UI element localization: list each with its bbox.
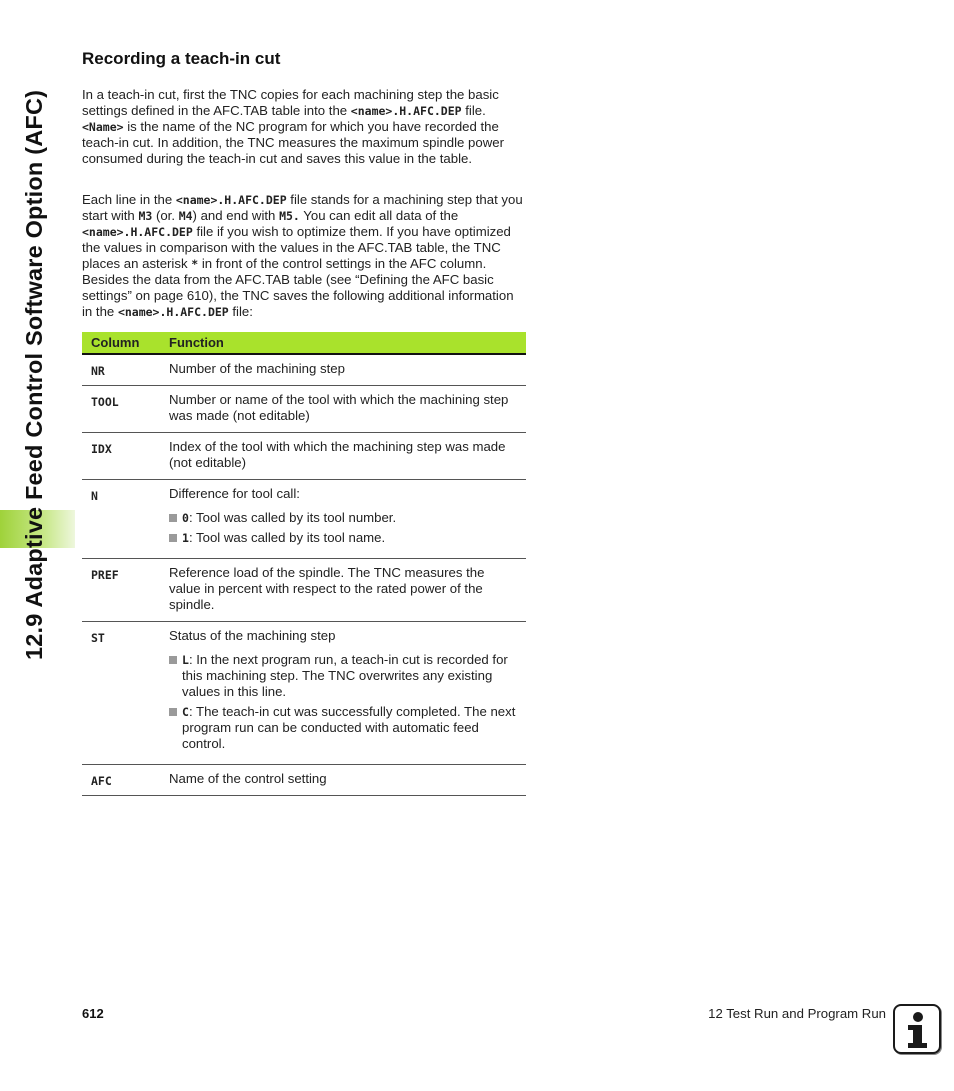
table-row	[82, 354, 526, 386]
function-text: Name of the control setting	[169, 765, 526, 796]
table-row	[82, 433, 526, 480]
function-text: Number or name of the tool with which the machining step was made (not editable)	[169, 386, 526, 433]
table-row	[82, 765, 526, 796]
list-item: L: In the next program run, a teach-in cut is recorded for this machining step. The TNC overwrites any existing values in this line.	[169, 652, 518, 700]
column-code: N	[82, 480, 169, 559]
section-heading: Recording a teach-in cut	[82, 49, 281, 68]
header-function: Function	[169, 332, 526, 354]
bullet-list	[169, 652, 518, 752]
function-text: Index of the tool with which the machining step was made (not editable)	[169, 433, 526, 480]
paragraph-2: Each line in the <name>.H.AFC.DEP file stands for a machining step that you start with M3 (or. M4) and end with M5. You can edit all data of the <name>.H.AFC.DEP file if you wish to optimize them. If you have optimized the values in comparison with the values in the AFC.TAB table, the TNC places an asterisk * in front of the control settings in the AFC column. Besides the data from the AFC.TAB table (see “Defining the AFC basic settings” on page 610), the TNC saves the following additional information in the <name>.H.AFC.DEP file:	[82, 192, 523, 319]
column-code: IDX	[82, 433, 169, 480]
paragraph-1: In a teach-in cut, first the TNC copies for each machining step the basic settings defined in the AFC.TAB table into the <name>.H.AFC.DEP file. <Name> is the name of the NC program for which you have recorded the teach-in cut. In addition, the TNC measures the maximum spindle power consumed during the teach-in cut and saves this value in the table.	[82, 87, 504, 166]
table-header-row	[82, 332, 526, 354]
table-row	[82, 480, 526, 559]
column-code: TOOL	[82, 386, 169, 433]
function-text: Status of the machining step	[169, 628, 336, 643]
table-row	[82, 622, 526, 765]
page-number: 612	[82, 1006, 104, 1021]
list-item: C: The teach-in cut was successfully completed. The next program run can be conducted with automatic feed control.	[169, 704, 518, 752]
chapter-footer: 12 Test Run and Program Run	[708, 1006, 886, 1021]
header-column: Column	[82, 332, 169, 354]
list-item: 1: Tool was called by its tool name.	[169, 530, 518, 546]
table-row	[82, 386, 526, 433]
list-item: 0: Tool was called by its tool number.	[169, 510, 518, 526]
column-code: PREF	[82, 559, 169, 622]
function-text: Difference for tool call:	[169, 486, 300, 501]
function-text: Number of the machining step	[169, 354, 526, 386]
column-code: AFC	[82, 765, 169, 796]
function-text: Reference load of the spindle. The TNC measures the value in percent with respect to the rated power of the spindle.	[169, 559, 526, 622]
column-code: NR	[82, 354, 169, 386]
table-row	[82, 559, 526, 622]
column-code: ST	[82, 622, 169, 765]
function-cell	[169, 622, 526, 765]
chapter-side-title-text: 12.9 Adaptive Feed Control Software Option (AFC)	[21, 89, 47, 660]
function-cell	[169, 480, 526, 559]
info-icon[interactable]	[893, 1004, 941, 1054]
afc-columns-table	[82, 332, 526, 796]
bullet-list	[169, 510, 518, 546]
info-glyph	[895, 1006, 939, 1052]
